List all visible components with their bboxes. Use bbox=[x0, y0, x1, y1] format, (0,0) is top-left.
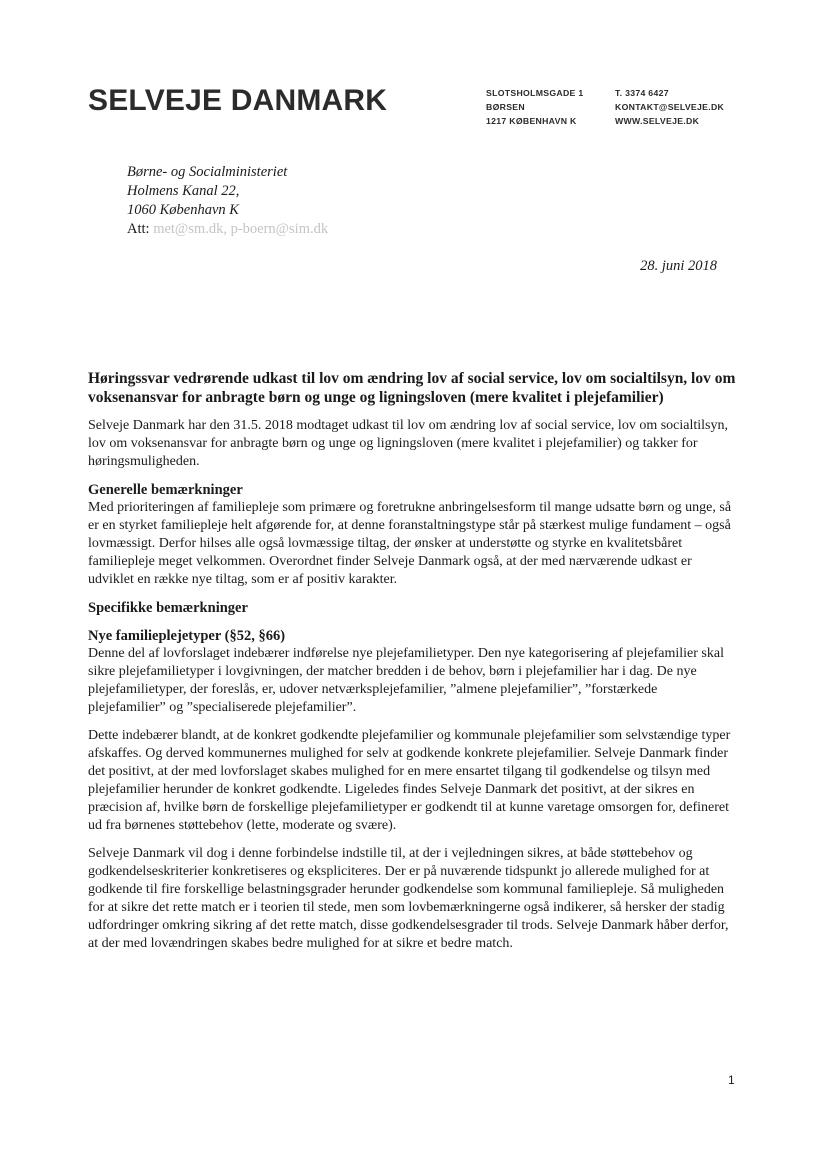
section-heading-specific: Specifikke bemærkninger bbox=[88, 600, 248, 616]
attention-emails: met@sm.dk, p-boern@sim.dk bbox=[153, 221, 329, 237]
phone-number: T. 3374 6427 bbox=[615, 88, 669, 98]
section-heading-general: Generelle bemærkninger bbox=[88, 482, 243, 498]
general-paragraph: Med prioriteringen af familiepleje som primære og foretrukne anbringelsesform til mange udsatte børn og unge, så er en styrket familiepleje helt afgørende for, at denne foranstaltningstype står på stærkest mulige fundament – også lovmæssigt. Derfor hilses alle også lovmæssige tiltag, der ønsker at understøtte og styrke en kvalitetsbåret familiepleje meget velkommen. Overordnet finder Selveje Danmark også, at der med nærværende udkast er udviklet en række nye tiltag, som er af positiv karakter. bbox=[88, 500, 732, 587]
recipient-line: Børne- og Socialministeriet bbox=[127, 164, 288, 180]
website: WWW.SELVEJE.DK bbox=[615, 116, 700, 126]
subsection-heading: Nye familieplejetyper (§52, §66) bbox=[88, 628, 286, 644]
contact-email: KONTAKT@SELVEJE.DK bbox=[615, 102, 725, 112]
contact-block bbox=[615, 86, 724, 128]
letter-body bbox=[88, 370, 736, 963]
intro-paragraph: Selveje Danmark har den 31.5. 2018 modtaget udkast til lov om ændring lov af social service, lov om socialtilsyn, lov om voksenansvar for anbragte børn og unge og ligningsloven (mere kvalitet i plejefamilier) og takker for høringsmuligheden. bbox=[88, 418, 728, 469]
page-number: 1 bbox=[728, 1073, 735, 1087]
body-paragraph: Dette indebærer blandt, at de konkret godkendte plejefamilier og kommunale plejefamilier som selvstændige typer afskaffes. Og derved kommunernes mulighed for selv at godkende konkrete plejefamilier. Selveje Danmark finder det positivt, at der med lovforslaget skabes mulighed for en mere ensartet tilgang til godkendelse og tilsyn med plejefamilier herunder de konkret godkendte. Ligeledes findes Selveje Danmark det positivt, at der sikres en præcision af, hvilke børn de forskellige plejefamilietyper er godkendt til at kunne varetage omsorgen for, defineret ud fra børnenes støttebehov (lette, moderate og svære). bbox=[88, 728, 731, 833]
letter-title: Høringssvar vedrørende udkast til lov om ændring lov af social service, lov om socialtilsyn, lov om voksenansvar for anbragte børn og unge og ligningsloven (mere kvalitet i plejefamilier) bbox=[88, 370, 736, 406]
attention-line bbox=[127, 220, 328, 239]
recipient-line: 1060 København K bbox=[127, 202, 239, 218]
organization-logo: SELVEJE DANMARK bbox=[88, 84, 388, 117]
body-paragraph: Denne del af lovforslaget indebærer indførelse nye plejefamilietyper. Den nye kategorisering af plejefamilier skal sikre plejefamilietyper i lovgivningen, der matcher bredden i de behov, børn i plejefamilier har i dag. De nye plejefamilietyper, der foreslås, er, udover netværksplejefamilier, ”almene plejefamilier”, ”forstærkede plejefamilier” og ”specialiserede plejefamilier”. bbox=[88, 646, 724, 715]
recipient-line: Holmens Kanal 22, bbox=[127, 183, 240, 199]
letter-date: 28. juni 2018 bbox=[640, 258, 717, 274]
attention-label: Att: bbox=[127, 221, 150, 237]
address-line: SLOTSHOLMSGADE 1 bbox=[486, 88, 584, 98]
address-line: BØRSEN bbox=[486, 102, 525, 112]
address-line: 1217 KØBENHAVN K bbox=[486, 116, 577, 126]
address-block bbox=[486, 86, 583, 128]
body-paragraph: Selveje Danmark vil dog i denne forbindelse indstille til, at der i vejledningen sikres, at både støttebehov og godkendelseskriterier konkretiseres og ekspliciteres. Der er på nuværende tidspunkt jo allerede mulighed for at godkende til fire forskellige belastningsgrader herunder godkendelse som kommunal familiepleje. Så muligheden for at sikre det rette match er i teorien til stede, men som lovbemærkningerne også indikerer, så hersker der stadig udfordringer omkring sikring af det rette match, disse godkendelsesgrader til trods. Selveje Danmark håber derfor, at der med lovændringen skabes bedre mulighed for at sikre et bedre match. bbox=[88, 846, 729, 951]
recipient-address bbox=[127, 163, 328, 239]
